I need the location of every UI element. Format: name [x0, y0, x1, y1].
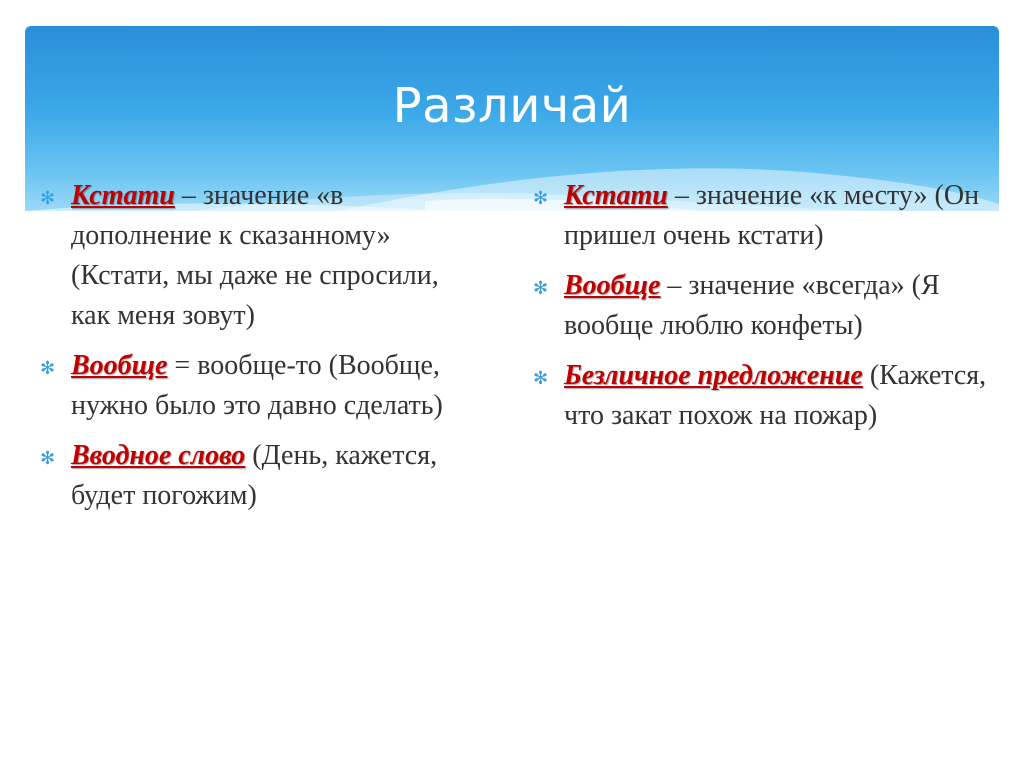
term-kstati: Кстати — [71, 180, 175, 211]
list-item — [533, 356, 993, 436]
list-item — [40, 346, 480, 426]
asterisk-icon: ✻ — [533, 188, 549, 209]
term-vvodnoe-slovo: Вводное слово — [71, 440, 246, 471]
left-column — [40, 176, 480, 526]
list-item — [40, 176, 480, 336]
term-bezlichnoe-predlozhenie: Безличное предложение — [564, 360, 863, 391]
item-text: – значение «всегда» (Я вообще люблю конфеты) — [564, 270, 940, 341]
item-text: = вообще-то (Вообще, нужно было это давно сделать) — [71, 350, 443, 421]
item-text: – значение «в дополнение к сказанному» (Кстати, мы даже не спросили, как меня зовут) — [71, 180, 439, 331]
asterisk-icon: ✻ — [533, 368, 549, 389]
asterisk-icon: ✻ — [40, 358, 56, 379]
slide-title: Различай — [392, 78, 632, 134]
asterisk-icon: ✻ — [533, 278, 549, 299]
list-item — [533, 266, 993, 346]
term-kstati: Кстати — [564, 180, 668, 211]
term-voobsche: Вообще — [71, 350, 168, 381]
list-item — [533, 176, 993, 256]
asterisk-icon: ✻ — [40, 188, 56, 209]
right-column — [533, 176, 993, 446]
item-text: (Кажется, что закат похож на пожар) — [564, 360, 987, 431]
item-text: – значение «к месту» (Он пришел очень кстати) — [564, 180, 980, 251]
term-voobsche: Вообще — [564, 270, 661, 301]
list-item — [40, 436, 480, 516]
asterisk-icon: ✻ — [40, 448, 56, 469]
item-text: (День, кажется, будет погожим) — [71, 440, 438, 511]
